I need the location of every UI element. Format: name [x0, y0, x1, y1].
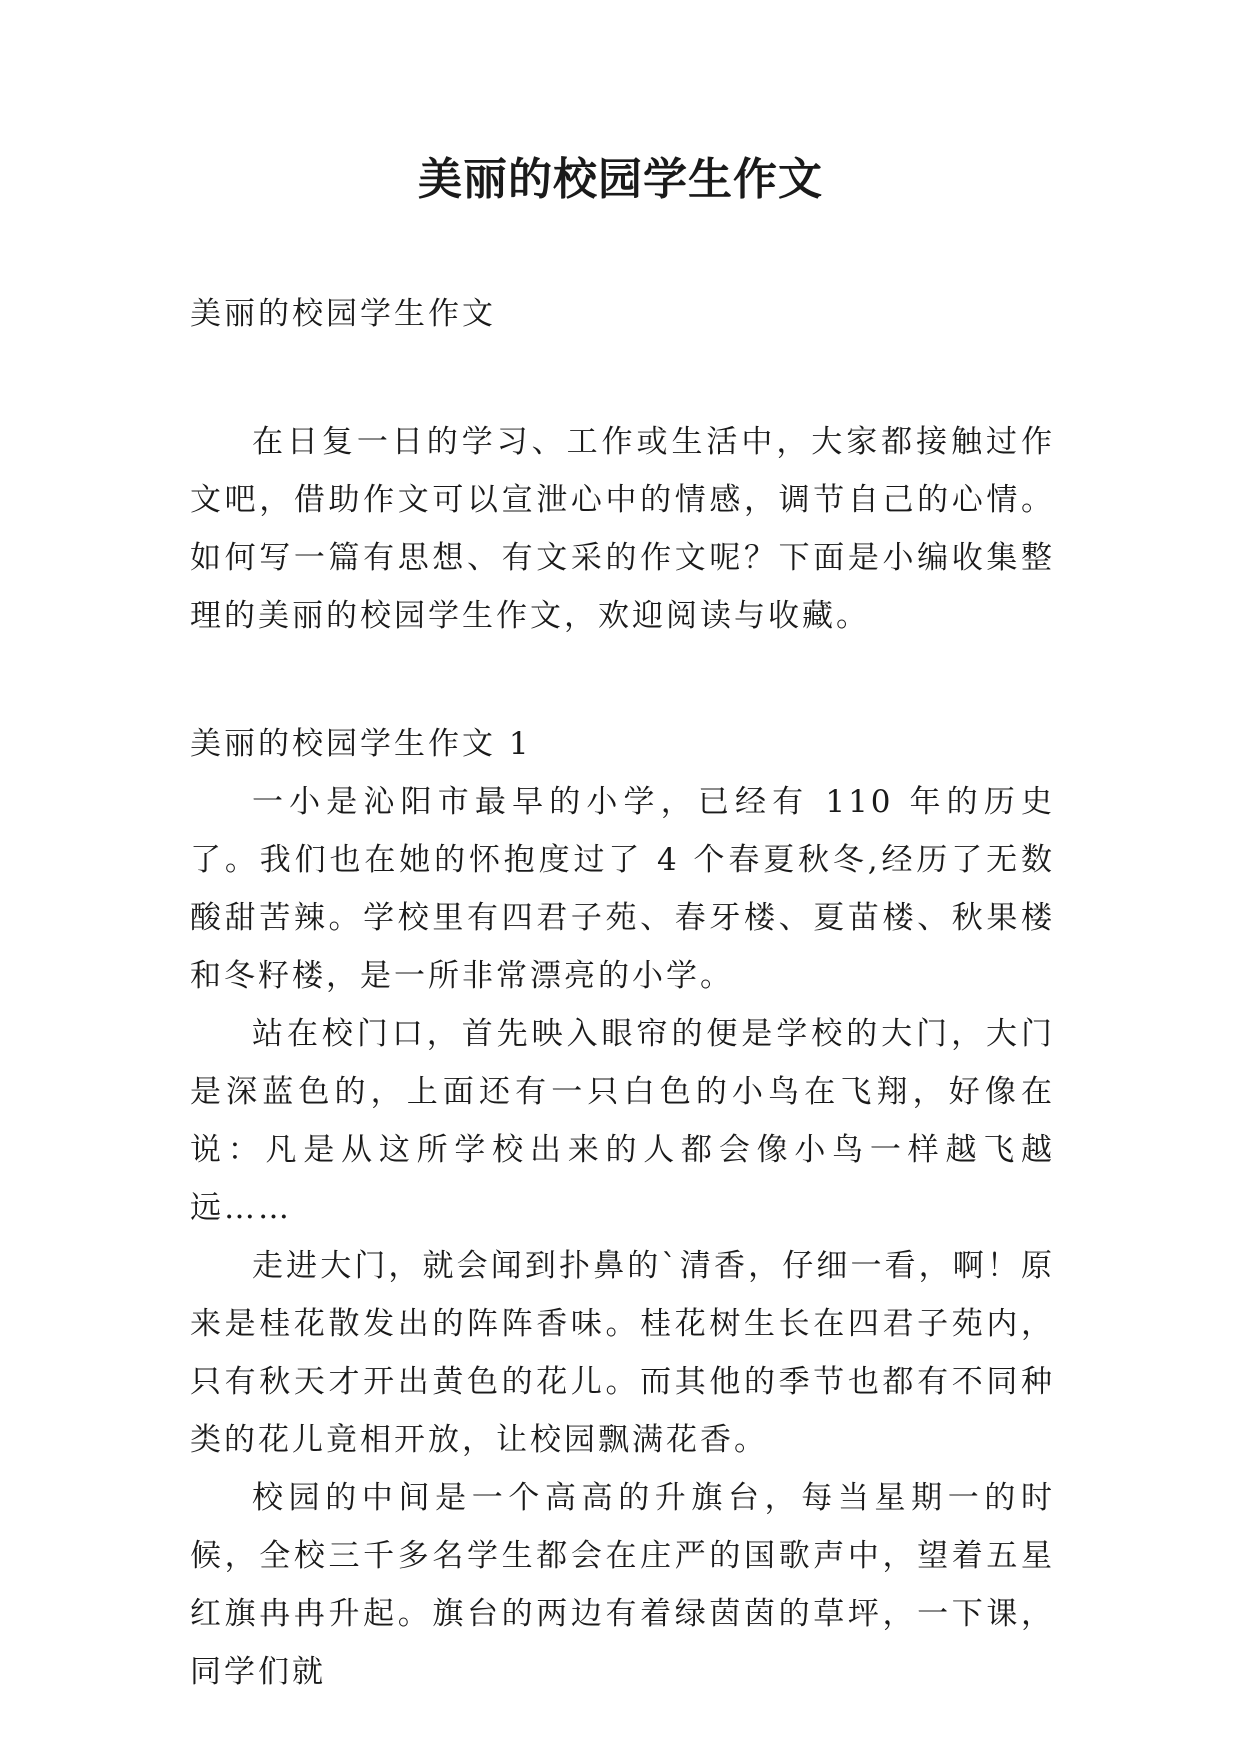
- document-body: [190, 285, 1055, 1701]
- body-paragraph: 走进大门，就会闻到扑鼻的`清香，仔细一看，啊！原来是桂花散发出的阵阵香味。桂花树生长在四君子苑内，只有秋天才开出黄色的花儿。而其他的季节也都有不同种类的花儿竟相开放，让校园飘满花香。: [190, 1248, 1055, 1458]
- spacer: [190, 645, 1055, 715]
- body-paragraph: 站在校门口，首先映入眼帘的便是学校的大门，大门是深蓝色的，上面还有一只白色的小鸟在飞翔，好像在说：凡是从这所学校出来的人都会像小鸟一样越飞越远……: [190, 1016, 1055, 1226]
- spacer: [190, 343, 1055, 413]
- body-paragraph: 校园的中间是一个高高的升旗台，每当星期一的时候，全校三千多名学生都会在庄严的国歌声中，望着五星红旗冉冉升起。旗台的两边有着绿茵茵的草坪，一下课，同学们就: [190, 1480, 1055, 1690]
- intro-paragraph: 在日复一日的学习、工作或生活中，大家都接触过作文吧，借助作文可以宣泄心中的情感，调节自己的心情。如何写一篇有思想、有文采的作文呢？下面是小编收集整理的美丽的校园学生作文，欢迎阅读与收藏。: [190, 424, 1055, 634]
- section-heading: 美丽的校园学生作文 1: [190, 726, 532, 762]
- document-title: 美丽的校园学生作文: [418, 154, 823, 205]
- document-subtitle: 美丽的校园学生作文: [190, 296, 496, 332]
- body-paragraph: 一小是沁阳市最早的小学，已经有 110 年的历史了。我们也在她的怀抱度过了 4 个春夏秋冬,经历了无数酸甜苦辣。学校里有四君子苑、春牙楼、夏苗楼、秋果楼和冬籽楼，是一所非常漂亮的小学。: [190, 784, 1055, 994]
